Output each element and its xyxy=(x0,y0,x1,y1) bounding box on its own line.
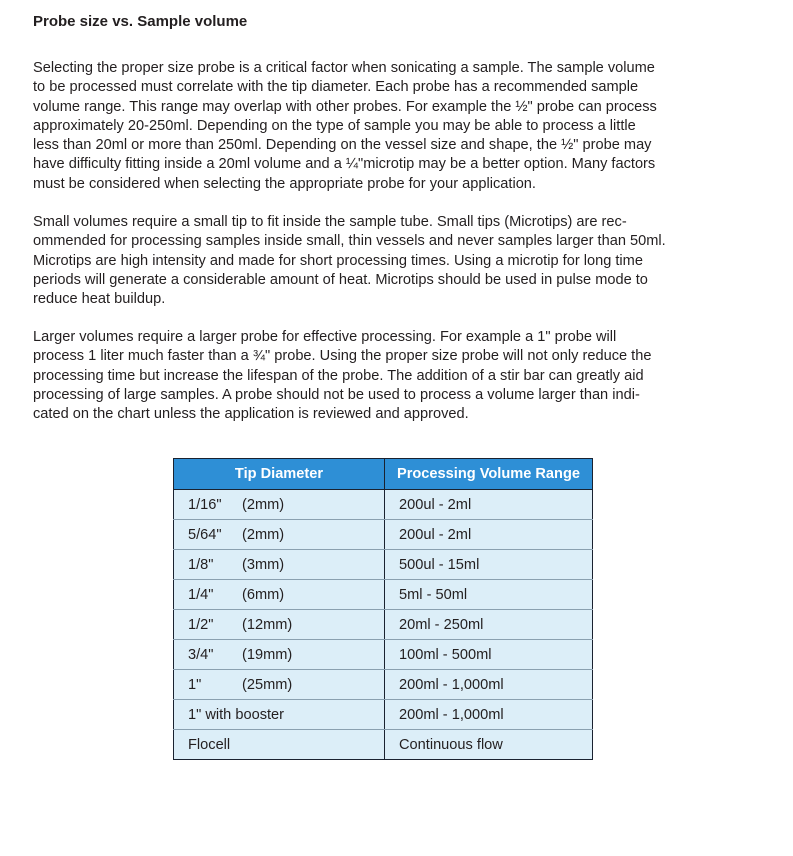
paragraph-line: have difficulty fitting inside a 20ml volume and a ¼"microtip may be a better option. Many factors xyxy=(33,156,656,173)
paragraph-line: process 1 liter much faster than a ¾" probe. Using the proper size probe will not only reduce the xyxy=(33,348,652,365)
tip-metric: (6mm) xyxy=(242,586,285,603)
paragraph-line: reduce heat buildup. xyxy=(33,291,166,308)
tip-metric: (3mm) xyxy=(242,556,285,573)
paragraph-line: must be considered when selecting the appropriate probe for your application. xyxy=(33,175,536,192)
table-header-row xyxy=(174,459,593,490)
tip-size: 1/2" xyxy=(188,616,214,633)
paragraph-line: ommended for processing samples inside small, thin vessels and never samples larger than 50ml. xyxy=(33,233,666,250)
tip-diameter-cell xyxy=(174,520,385,550)
tip-metric: (25mm) xyxy=(242,676,293,693)
table-row xyxy=(174,700,593,730)
tip-diameter-cell: Flocell xyxy=(174,730,385,760)
tip-metric: (2mm) xyxy=(242,526,285,543)
tip-metric: (2mm) xyxy=(242,496,285,513)
volume-range-cell: 20ml - 250ml xyxy=(385,610,593,640)
table-row xyxy=(174,610,593,640)
section-title: Probe size vs. Sample volume xyxy=(33,13,248,30)
paragraph-line: processing of large samples. A probe should not be used to process a volume larger than indi- xyxy=(33,386,640,403)
volume-range-cell: 200ul - 2ml xyxy=(385,490,593,520)
paragraph-line: processing time but increase the lifespan of the probe. The addition of a stir bar can greatly aid xyxy=(33,367,644,384)
column-header-tip-diameter: Tip Diameter xyxy=(174,459,385,490)
table-row xyxy=(174,730,593,760)
paragraph-line: volume range. This range may overlap with other probes. For example the ½" probe can process xyxy=(33,98,657,115)
table-row xyxy=(174,550,593,580)
tip-diameter-cell xyxy=(174,580,385,610)
tip-size: 1/16" xyxy=(188,496,222,513)
tip-diameter-cell xyxy=(174,550,385,580)
paragraph-probe-selection xyxy=(33,59,753,194)
tip-size: 1/8" xyxy=(188,556,214,573)
tip-diameter-cell xyxy=(174,490,385,520)
tip-size: 5/64" xyxy=(188,526,222,543)
table-row xyxy=(174,580,593,610)
tip-diameter-cell xyxy=(174,610,385,640)
paragraph-small-volumes xyxy=(33,213,753,309)
volume-range-cell: 200ml - 1,000ml xyxy=(385,670,593,700)
tip-size: 3/4" xyxy=(188,646,214,663)
volume-range-cell: Continuous flow xyxy=(385,730,593,760)
tip-metric: (19mm) xyxy=(242,646,293,663)
paragraph-line: periods will generate a considerable amount of heat. Microtips should be used in pulse mode to xyxy=(33,271,648,288)
tip-diameter-cell xyxy=(174,640,385,670)
tip-diameter-cell xyxy=(174,670,385,700)
tip-metric: (12mm) xyxy=(242,616,293,633)
paragraph-large-volumes xyxy=(33,328,753,424)
volume-range-cell: 5ml - 50ml xyxy=(385,580,593,610)
tip-size: 1/4" xyxy=(188,586,214,603)
table-row xyxy=(174,520,593,550)
tip-size: 1" xyxy=(188,676,202,693)
volume-range-cell: 200ml - 1,000ml xyxy=(385,700,593,730)
volume-range-cell: 100ml - 500ml xyxy=(385,640,593,670)
paragraph-line: less than 20ml or more than 250ml. Depending on the vessel size and shape, the ½" probe may xyxy=(33,137,652,154)
paragraph-line: to be processed must correlate with the tip diameter. Each probe has a recommended sample xyxy=(33,79,639,96)
paragraph-line: Small volumes require a small tip to fit inside the sample tube. Small tips (Microtips) are rec- xyxy=(33,214,627,230)
volume-range-cell: 200ul - 2ml xyxy=(385,520,593,550)
table-row xyxy=(174,490,593,520)
table-row xyxy=(174,670,593,700)
paragraph-line: Selecting the proper size probe is a critical factor when sonicating a sample. The sample volume xyxy=(33,60,655,76)
column-header-volume-range: Processing Volume Range xyxy=(385,459,593,490)
paragraph-line: cated on the chart unless the application is reviewed and approved. xyxy=(33,406,469,423)
tip-diameter-cell: 1" with booster xyxy=(174,700,385,730)
paragraph-line: approximately 20-250ml. Depending on the type of sample you may be able to process a little xyxy=(33,117,636,134)
table-row xyxy=(174,640,593,670)
paragraph-line: Microtips are high intensity and made for short processing times. Using a microtip for long time xyxy=(33,252,643,269)
paragraph-line: Larger volumes require a larger probe for effective processing. For example a 1" probe will xyxy=(33,329,617,345)
probe-volume-table xyxy=(173,458,593,760)
volume-range-cell: 500ul - 15ml xyxy=(385,550,593,580)
